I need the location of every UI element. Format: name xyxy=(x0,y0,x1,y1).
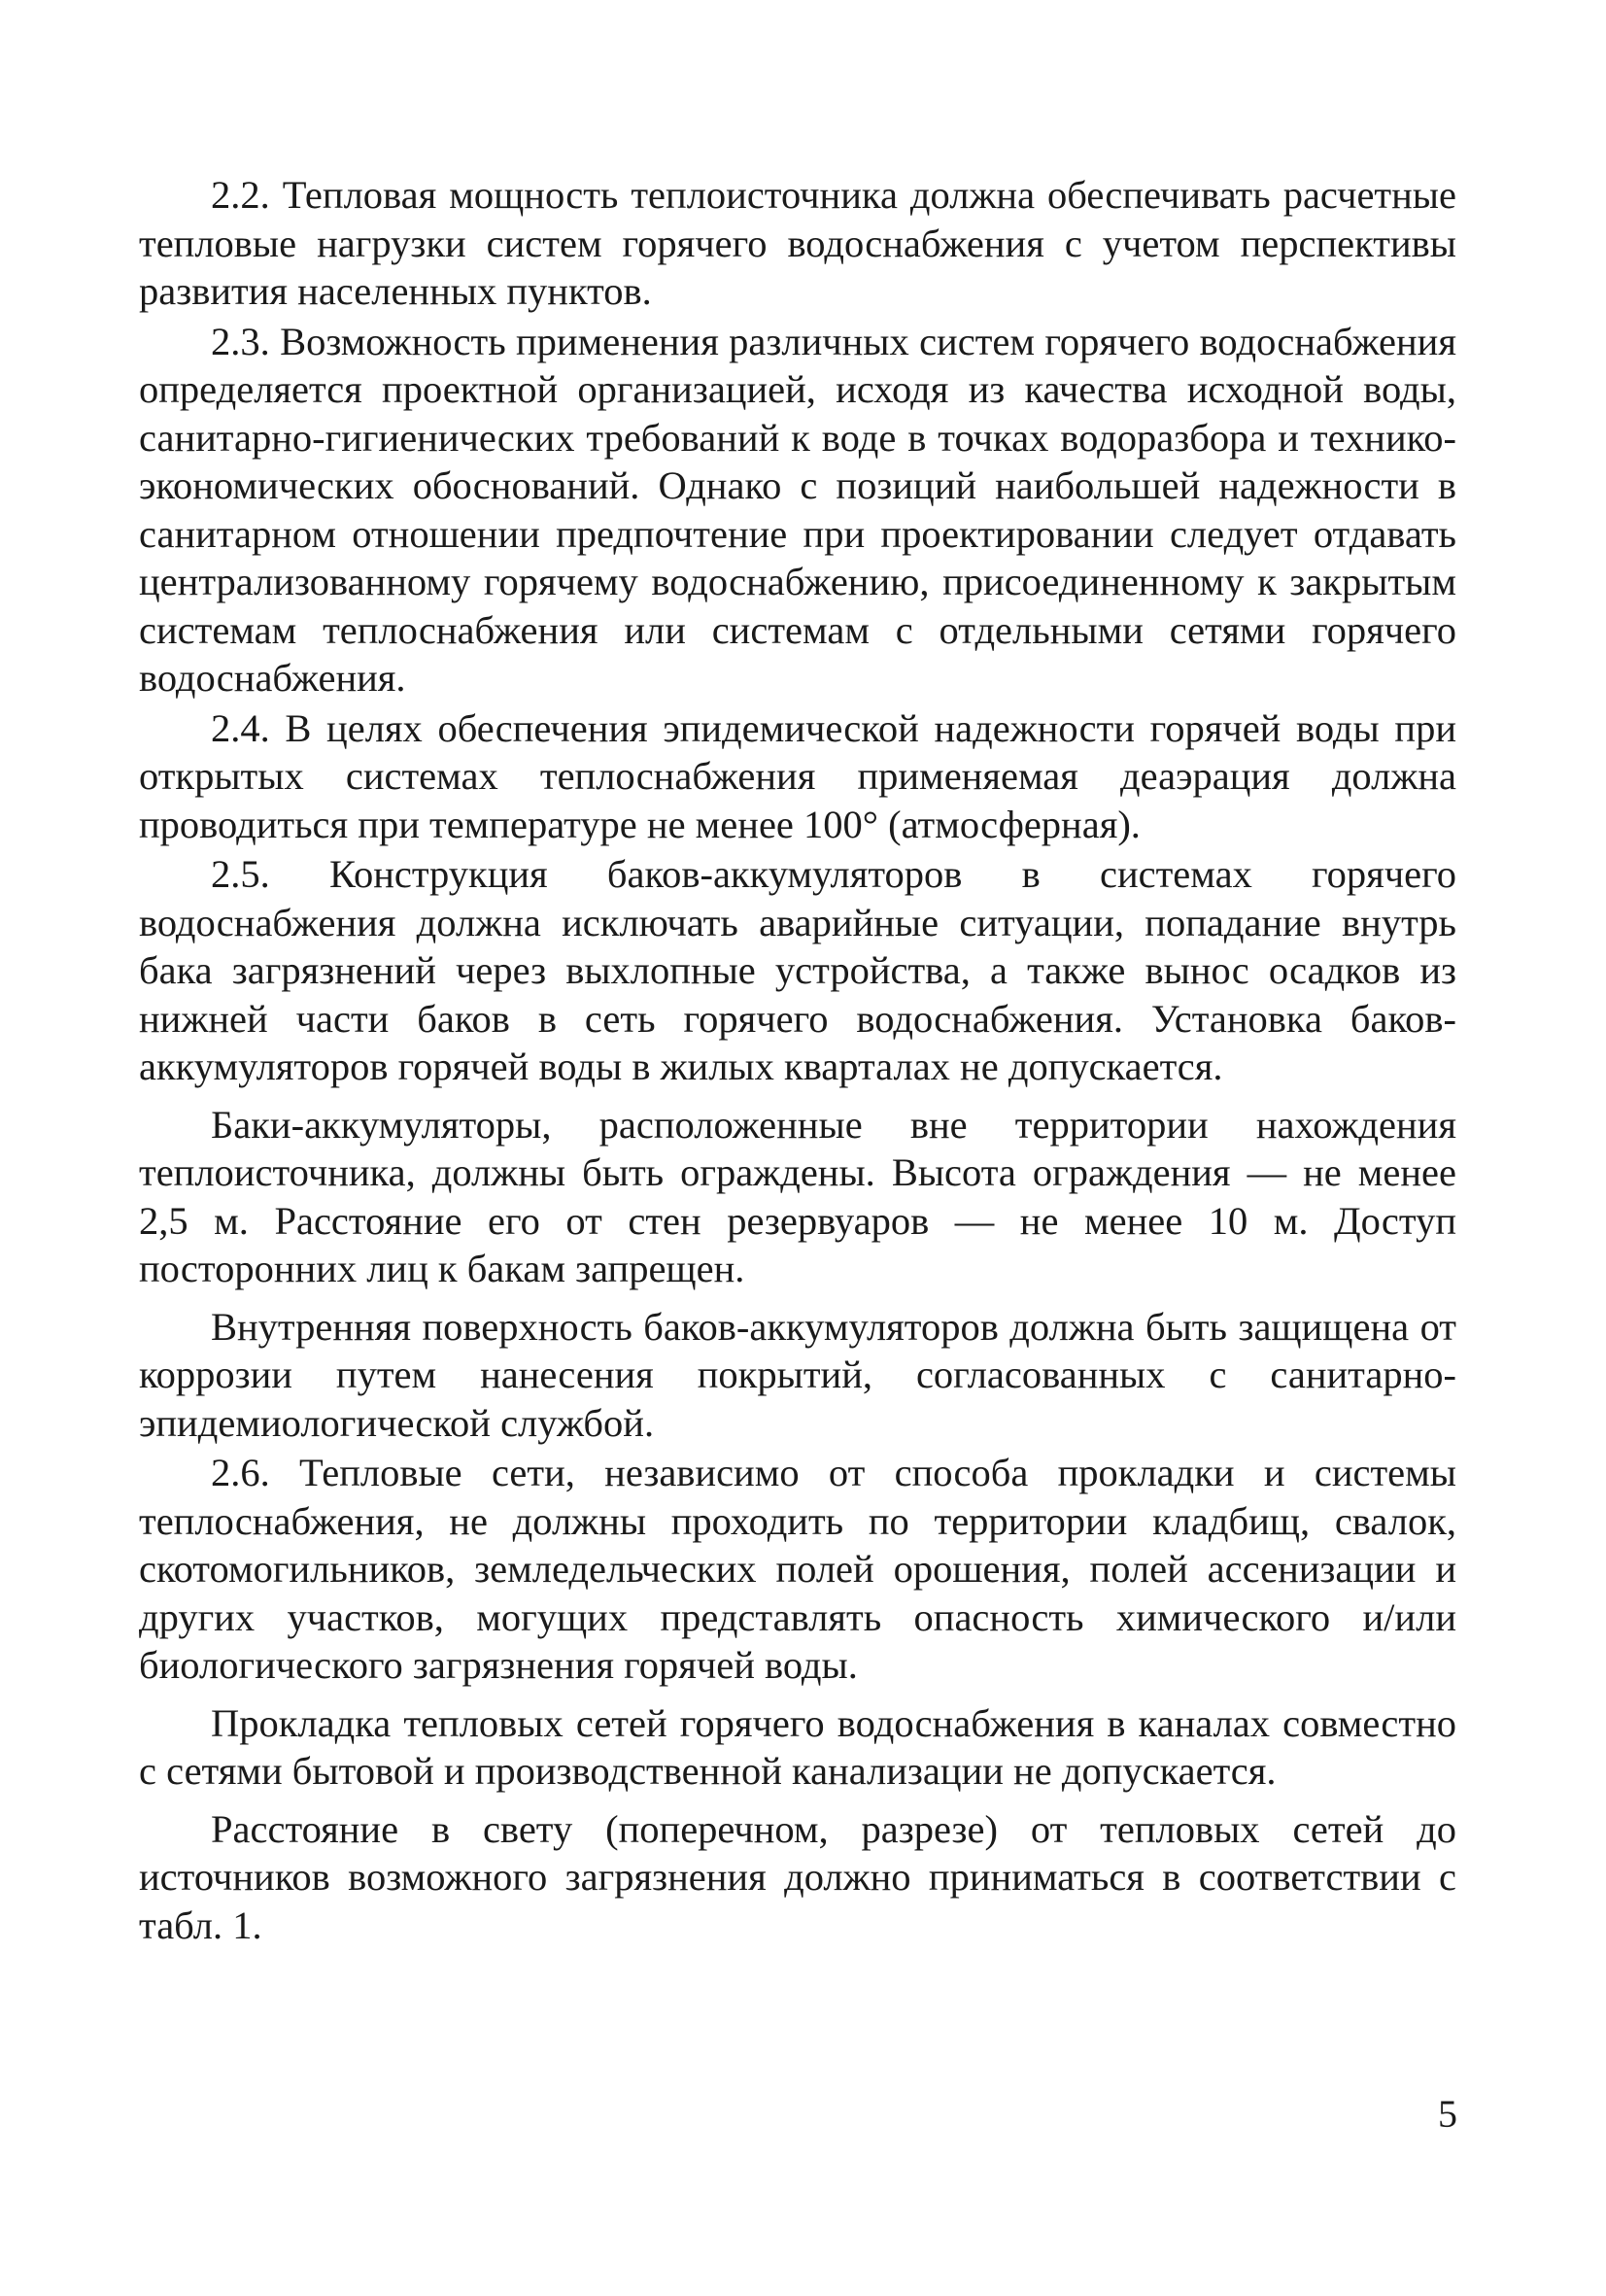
paragraph-laying-channels: Прокладка тепловых сетей горячего водоснабжения в каналах совместно с сетями бытовой и производственной канализации не допускается. xyxy=(139,1700,1456,1793)
paragraph-2-6: 2.6. Тепловые сети, независимо от способа прокладки и системы теплоснабжения, не должны проходить по территории кладбищ, свалок, скотомогильников, земледельческих полей орошения, полей ассенизации и других участков, могущих представлять опасность химического и/или биологического загрязнения горячей воды. xyxy=(139,1451,1456,1687)
paragraph-2-5: 2.5. Конструкция баков-аккумуляторов в системах горячего водоснабжения должна исключать аварийные ситуации, попадание внутрь бака загрязнений через выхлопные устройства, а также вынос осадков из нижней части баков в сеть горячего водоснабжения. Установка баков-аккумуляторов горячей воды в жилых кварталах не допускается. xyxy=(139,852,1456,1088)
page-number: 5 xyxy=(1438,2092,1457,2136)
body-text xyxy=(139,171,1456,1949)
paragraph-tanks-fencing: Баки-аккумуляторы, расположенные вне территории нахождения теплоисточника, должны быть ограждены. Высота ограждения — не менее 2,5 м. Расстояние его от стен резервуаров — не менее 10 м. Доступ посторонних лиц к бакам запрещен. xyxy=(139,1102,1456,1290)
paragraph-2-2: 2.2. Тепловая мощность теплоисточника должна обеспечивать расчетные тепловые нагрузки систем горячего водоснабжения с учетом перспективы развития населенных пунктов. xyxy=(139,173,1456,313)
paragraph-2-3: 2.3. Возможность применения различных систем горячего водоснабжения определяется проектной организацией, исходя из качества исходной воды, санитарно-гигиенических требований к воде в точках водоразбора и технико-экономических обоснований. Однако с позиций наибольшей надежности в санитарном отношении предпочтение при проектировании следует отдавать централизованному горячему водоснабжению, присоединенному к закрытым системам теплоснабжения или системам с отдельными сетями горячего водоснабжения. xyxy=(139,319,1456,700)
paragraph-tanks-inner-surface: Внутренняя поверхность баков-аккумуляторов должна быть защищена от коррозии путем нанесения покрытий, согласованных с санитарно-эпидемиологической службой. xyxy=(139,1304,1456,1445)
paragraph-2-4: 2.4. В целях обеспечения эпидемической надежности горячей воды при открытых системах теплоснабжения применяемая деаэрация должна проводиться при температуре не менее 100° (атмосферная). xyxy=(139,705,1456,846)
paragraph-clearance-distance: Расстояние в свету (поперечном, разрезе) от тепловых сетей до источников возможного загрязнения должно приниматься в соответствии с табл. 1. xyxy=(139,1806,1456,1947)
